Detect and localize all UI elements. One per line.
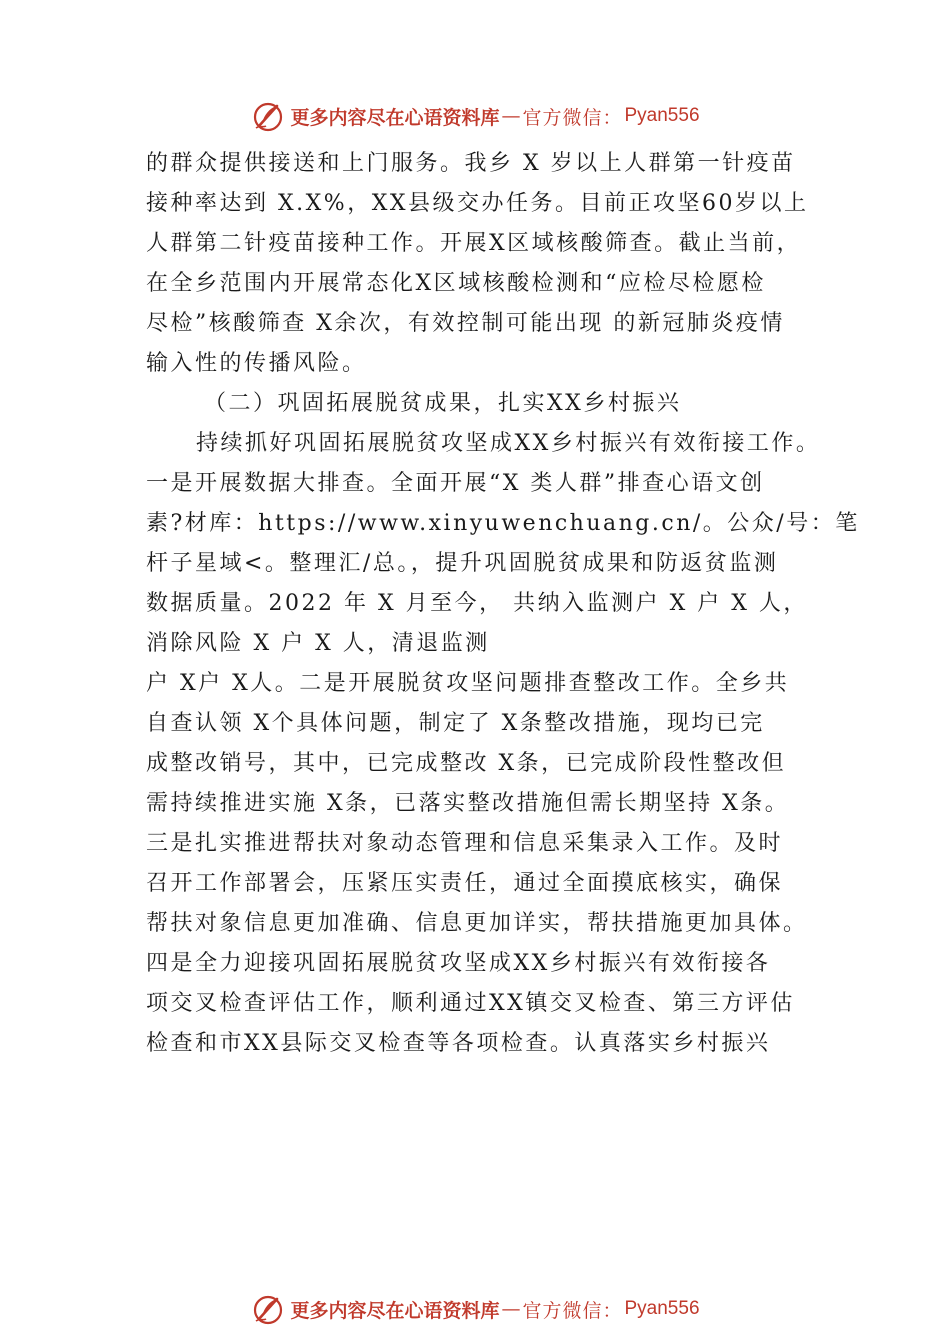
footer-wechat-id: Pyan556 [624, 1298, 700, 1319]
body-line: 户 X户 X人。二是开展脱贫攻坚问题排查整改工作。全乡共 [146, 671, 790, 696]
body-line: 素?材库：https://www.xinyuwenchuang.cn/。公众/号：笔 [146, 511, 860, 536]
body-line: 帮扶对象信息更加准确、信息更加详实，帮扶措施更加具体。 [146, 911, 808, 936]
body-line: 持续抓好巩固拓展脱贫攻坚成XX乡村振兴有效衔接工作。 [196, 431, 821, 456]
body-line: 自查认领 X个具体问题，制定了 X条整改措施，现均已完 [146, 711, 765, 736]
body-line: 消除风险 X 户 X 人，清退监测 [146, 631, 490, 656]
body-line: 项交叉检查评估工作，顺利通过XX镇交叉检查、第三方评估 [146, 991, 795, 1016]
body-line: 尽检”核酸筛查 X余次，有效控制可能出现 的新冠肺炎疫情 [146, 311, 785, 336]
footer-official-label: 官方微信： [522, 1299, 623, 1322]
body-line: 接种率达到 X.X%，XX县级交办任务。目前正攻坚60岁以上 [146, 191, 809, 216]
header-official-label: 官方微信： [522, 106, 623, 129]
header-brand-text: 更多内容尽在心语资料库 [290, 106, 500, 129]
body-line: 杆子星域<。整理汇/总。，提升巩固脱贫成果和防返贫监测 [146, 551, 779, 576]
body-line: 一是开展数据大排查。全面开展“X 类人群”排查心语文创 [146, 471, 765, 496]
body-line: 数据质量。2022 年 X 月至今， 共纳入监测户 X 户 X 人， [146, 591, 808, 616]
footer-dash: — [501, 1298, 521, 1320]
body-line: 检查和市XX县际交叉检查等各项检查。认真落实乡村振兴 [146, 1031, 771, 1056]
body-line: 四是全力迎接巩固拓展脱贫攻坚成XX乡村振兴有效衔接各 [146, 951, 771, 976]
body-line: 在全乡范围内开展常态化X区域核酸检测和“应检尽检愿检 [146, 271, 766, 296]
body-line: 人群第二针疫苗接种工作。开展X区域核酸筛查。截止当前， [146, 231, 802, 256]
body-line: 需持续推进实施 X条，已落实整改措施但需长期坚持 X条。 [146, 791, 790, 816]
quill-pen-logo-icon [250, 1291, 286, 1327]
body-line: 三是扎实推进帮扶对象动态管理和信息采集录入工作。及时 [146, 831, 784, 856]
quill-pen-logo-icon [250, 98, 286, 134]
body-line: 成整改销号，其中，已完成整改 X条，已完成阶段性整改但 [146, 751, 787, 776]
header-dash: — [501, 105, 521, 127]
body-line: 召开工作部署会，压紧压实责任，通过全面摸底核实，确保 [146, 871, 784, 896]
header-wechat-id: Pyan556 [624, 105, 700, 126]
section-heading: （二）巩固拓展脱贫成果，扎实XX乡村振兴 [204, 391, 682, 416]
body-line: 输入性的传播风险。 [146, 351, 367, 376]
document-body [146, 144, 860, 1064]
footer-brand-text: 更多内容尽在心语资料库 [290, 1299, 500, 1322]
header-banner [0, 94, 950, 138]
body-line: 的群众提供接送和上门服务。我乡 X 岁以上人群第一针疫苗 [146, 151, 796, 176]
footer-banner [0, 1287, 950, 1331]
